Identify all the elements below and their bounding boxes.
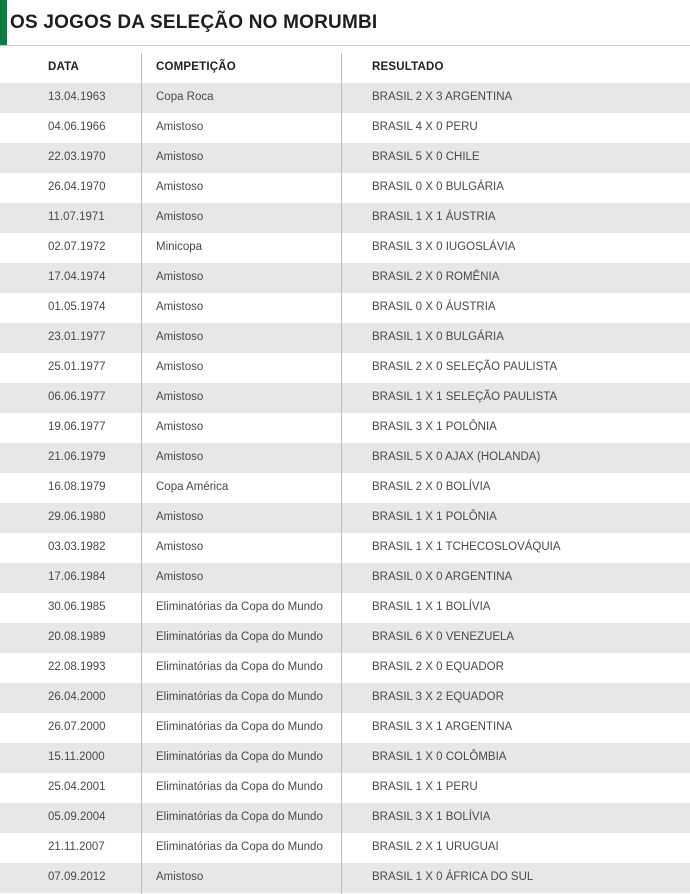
table-row (0, 383, 690, 413)
row-result: BRASIL 2 X 0 ROMÊNIA (372, 271, 500, 283)
row-date: 13.04.1963 (48, 91, 106, 103)
row-date: 05.09.2004 (48, 811, 106, 823)
table-header (0, 53, 690, 83)
row-result: BRASIL 0 X 0 ARGENTINA (372, 571, 513, 583)
table-row (0, 653, 690, 683)
row-date: 07.09.2012 (48, 871, 106, 883)
row-result: BRASIL 1 X 1 POLÔNIA (372, 511, 497, 523)
row-result: BRASIL 1 X 1 PERU (372, 781, 478, 793)
row-competition: Amistoso (156, 181, 204, 193)
table-row (0, 323, 690, 353)
table-row (0, 113, 690, 143)
row-competition: Amistoso (156, 301, 204, 313)
row-result: BRASIL 3 X 0 IUGOSLÁVIA (372, 241, 516, 253)
row-result: BRASIL 6 X 0 VENEZUELA (372, 631, 515, 643)
row-result: BRASIL 2 X 3 ARGENTINA (372, 91, 513, 103)
table-row (0, 353, 690, 383)
row-result: BRASIL 3 X 1 POLÔNIA (372, 421, 497, 433)
row-competition: Eliminatórias da Copa do Mundo (156, 661, 323, 673)
column-divider-date (141, 53, 142, 894)
row-competition: Amistoso (156, 391, 204, 403)
page-title: OS JOGOS DA SELEÇÃO NO MORUMBI (10, 12, 378, 33)
row-date: 04.06.1966 (48, 121, 106, 133)
row-result: BRASIL 2 X 1 URUGUAI (372, 841, 499, 853)
row-date: 17.04.1974 (48, 271, 106, 283)
row-result: BRASIL 3 X 2 EQUADOR (372, 691, 504, 703)
accent-stripe (0, 0, 7, 45)
table-row (0, 833, 690, 863)
row-result: BRASIL 1 X 1 BOLÍVIA (372, 601, 491, 613)
row-date: 03.03.1982 (48, 541, 106, 553)
row-date: 17.06.1984 (48, 571, 106, 583)
row-result: BRASIL 1 X 1 SELEÇÃO PAULISTA (372, 391, 558, 403)
row-date: 22.03.1970 (48, 151, 106, 163)
table-row (0, 773, 690, 803)
row-date: 26.04.1970 (48, 181, 106, 193)
table-row (0, 473, 690, 503)
row-competition: Eliminatórias da Copa do Mundo (156, 691, 323, 703)
row-competition: Amistoso (156, 331, 204, 343)
row-date: 15.11.2000 (48, 751, 105, 763)
row-competition: Eliminatórias da Copa do Mundo (156, 721, 323, 733)
row-date: 23.01.1977 (48, 331, 106, 343)
row-result: BRASIL 1 X 0 BULGÁRIA (372, 331, 504, 343)
row-competition: Eliminatórias da Copa do Mundo (156, 781, 323, 793)
table-row (0, 803, 690, 833)
row-competition: Amistoso (156, 541, 204, 553)
row-competition: Eliminatórias da Copa do Mundo (156, 631, 323, 643)
row-competition: Amistoso (156, 151, 204, 163)
table-row (0, 503, 690, 533)
row-competition: Copa Roca (156, 91, 214, 103)
table-row (0, 623, 690, 653)
row-competition: Copa América (156, 481, 229, 493)
row-date: 22.08.1993 (48, 661, 106, 673)
row-date: 29.06.1980 (48, 511, 106, 523)
row-result: BRASIL 0 X 0 BULGÁRIA (372, 181, 504, 193)
row-competition: Minicopa (156, 241, 203, 253)
table-row (0, 713, 690, 743)
header-result: RESULTADO (372, 61, 444, 73)
table-body (0, 83, 690, 893)
table-row (0, 863, 690, 893)
row-result: BRASIL 2 X 0 BOLÍVIA (372, 481, 491, 493)
table-row (0, 533, 690, 563)
row-competition: Amistoso (156, 871, 204, 883)
row-competition: Eliminatórias da Copa do Mundo (156, 811, 323, 823)
row-competition: Amistoso (156, 571, 204, 583)
row-competition: Amistoso (156, 511, 204, 523)
table-row (0, 593, 690, 623)
row-date: 11.07.1971 (48, 211, 105, 223)
row-date: 21.06.1979 (48, 451, 106, 463)
table-row (0, 203, 690, 233)
row-competition: Amistoso (156, 271, 204, 283)
row-competition: Amistoso (156, 421, 204, 433)
header-competition: COMPETIÇÃO (156, 61, 236, 73)
table-row (0, 293, 690, 323)
table-row (0, 173, 690, 203)
row-competition: Eliminatórias da Copa do Mundo (156, 841, 323, 853)
row-result: BRASIL 3 X 1 BOLÍVIA (372, 811, 491, 823)
table-row (0, 443, 690, 473)
table-row (0, 263, 690, 293)
row-result: BRASIL 1 X 1 ÁUSTRIA (372, 211, 496, 223)
row-result: BRASIL 2 X 0 EQUADOR (372, 661, 504, 673)
row-competition: Amistoso (156, 121, 204, 133)
row-date: 20.08.1989 (48, 631, 106, 643)
row-result: BRASIL 1 X 0 COLÔMBIA (372, 751, 507, 763)
row-date: 19.06.1977 (48, 421, 106, 433)
row-date: 16.08.1979 (48, 481, 106, 493)
table-row (0, 743, 690, 773)
table-row (0, 83, 690, 113)
row-result: BRASIL 0 X 0 ÁUSTRIA (372, 301, 496, 313)
row-result: BRASIL 5 X 0 CHILE (372, 151, 480, 163)
row-date: 21.11.2007 (48, 841, 105, 853)
row-competition: Amistoso (156, 361, 204, 373)
row-date: 01.05.1974 (48, 301, 106, 313)
row-date: 25.01.1977 (48, 361, 106, 373)
table-row (0, 683, 690, 713)
row-result: BRASIL 2 X 0 SELEÇÃO PAULISTA (372, 361, 558, 373)
row-date: 30.06.1985 (48, 601, 106, 613)
row-result: BRASIL 4 X 0 PERU (372, 121, 478, 133)
row-result: BRASIL 1 X 1 TCHECOSLOVÁQUIA (372, 541, 561, 553)
row-result: BRASIL 3 X 1 ARGENTINA (372, 721, 513, 733)
row-competition: Eliminatórias da Copa do Mundo (156, 601, 323, 613)
table-row (0, 413, 690, 443)
row-result: BRASIL 5 X 0 AJAX (HOLANDA) (372, 451, 541, 463)
row-competition: Amistoso (156, 211, 204, 223)
row-result: BRASIL 1 X 0 ÁFRICA DO SUL (372, 871, 534, 883)
row-date: 06.06.1977 (48, 391, 106, 403)
table-row (0, 233, 690, 263)
table-row (0, 563, 690, 593)
row-competition: Eliminatórias da Copa do Mundo (156, 751, 323, 763)
title-bar (0, 0, 690, 46)
column-divider-competition (341, 53, 342, 894)
row-date: 02.07.1972 (48, 241, 106, 253)
row-date: 26.04.2000 (48, 691, 106, 703)
row-date: 25.04.2001 (48, 781, 106, 793)
table-row (0, 143, 690, 173)
row-competition: Amistoso (156, 451, 204, 463)
header-date: DATA (48, 61, 80, 73)
row-date: 26.07.2000 (48, 721, 106, 733)
